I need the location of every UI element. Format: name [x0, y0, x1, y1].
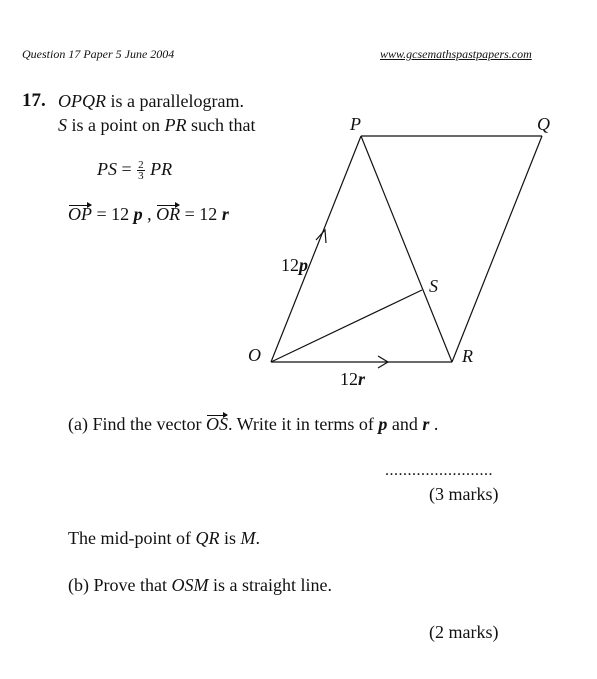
label-P: P	[350, 114, 361, 134]
fraction-denominator: 3	[138, 170, 144, 183]
fraction-numerator: 2	[138, 159, 144, 172]
midpoint-prefix: The mid-point of	[68, 528, 196, 548]
ratio-equals: =	[117, 159, 137, 179]
label-12p-variable: p	[299, 255, 308, 275]
line2-text: is a point on	[67, 115, 165, 135]
diagonal-PR	[361, 136, 452, 362]
vector-OR-value: = 12	[180, 204, 222, 224]
label-S: S	[429, 276, 438, 296]
question-number: 17.	[22, 90, 46, 111]
header-question-reference: Question 17 Paper 5 June 2004	[22, 47, 175, 61]
part-a-mid: . Write it in terms of	[227, 414, 379, 434]
label-12p	[281, 255, 308, 275]
vector-r: r	[221, 204, 229, 224]
shape-name: OPQR	[58, 91, 106, 111]
vector-OR: OR	[156, 204, 181, 224]
midpoint-statement	[68, 528, 260, 549]
side-OP	[271, 136, 361, 362]
point-M: M	[240, 528, 256, 548]
label-R: R	[462, 346, 473, 366]
label-12r	[340, 369, 366, 389]
part-a-marks: (3 marks)	[429, 484, 499, 504]
part-b-question	[68, 575, 332, 596]
segment-QR: QR	[195, 528, 220, 548]
part-a-prefix: (a) Find the vector	[68, 414, 206, 434]
line-OSM: OSM	[171, 575, 209, 595]
side-QR	[452, 136, 542, 362]
point-S: S	[58, 115, 67, 135]
midpoint-end: .	[255, 528, 260, 548]
part-a-end: .	[429, 414, 439, 434]
label-O: O	[248, 345, 261, 365]
line2-end: such that	[186, 115, 256, 135]
part-a-p: p	[378, 414, 388, 434]
separator-comma: ,	[142, 204, 157, 224]
ratio-rhs: PR	[145, 159, 173, 179]
vector-OS: OS	[205, 414, 228, 434]
label-12p-number: 12	[281, 255, 299, 275]
label-Q: Q	[537, 114, 550, 134]
segment-PR: PR	[164, 115, 187, 135]
vector-OP-value: = 12	[92, 204, 134, 224]
part-b-prefix: (b) Prove that	[68, 575, 172, 595]
line1-text: is a parallelogram.	[106, 91, 244, 111]
vector-p: p	[133, 204, 143, 224]
part-a-question	[68, 414, 438, 435]
answer-line[interactable]: ........................	[385, 462, 493, 479]
part-a-r: r	[422, 414, 430, 434]
label-12r-variable: r	[358, 369, 366, 389]
vector-OP: OP	[68, 204, 92, 224]
ratio-lhs: PS	[97, 159, 117, 179]
midpoint-mid: is	[219, 528, 241, 548]
label-12r-number: 12	[340, 369, 358, 389]
header-website-link[interactable]: www.gcsemathspastpapers.com	[380, 47, 532, 61]
part-b-marks: (2 marks)	[429, 622, 499, 642]
part-a-and: and	[387, 414, 423, 434]
part-b-rest: is a straight line.	[208, 575, 332, 595]
segment-OS	[271, 290, 422, 362]
